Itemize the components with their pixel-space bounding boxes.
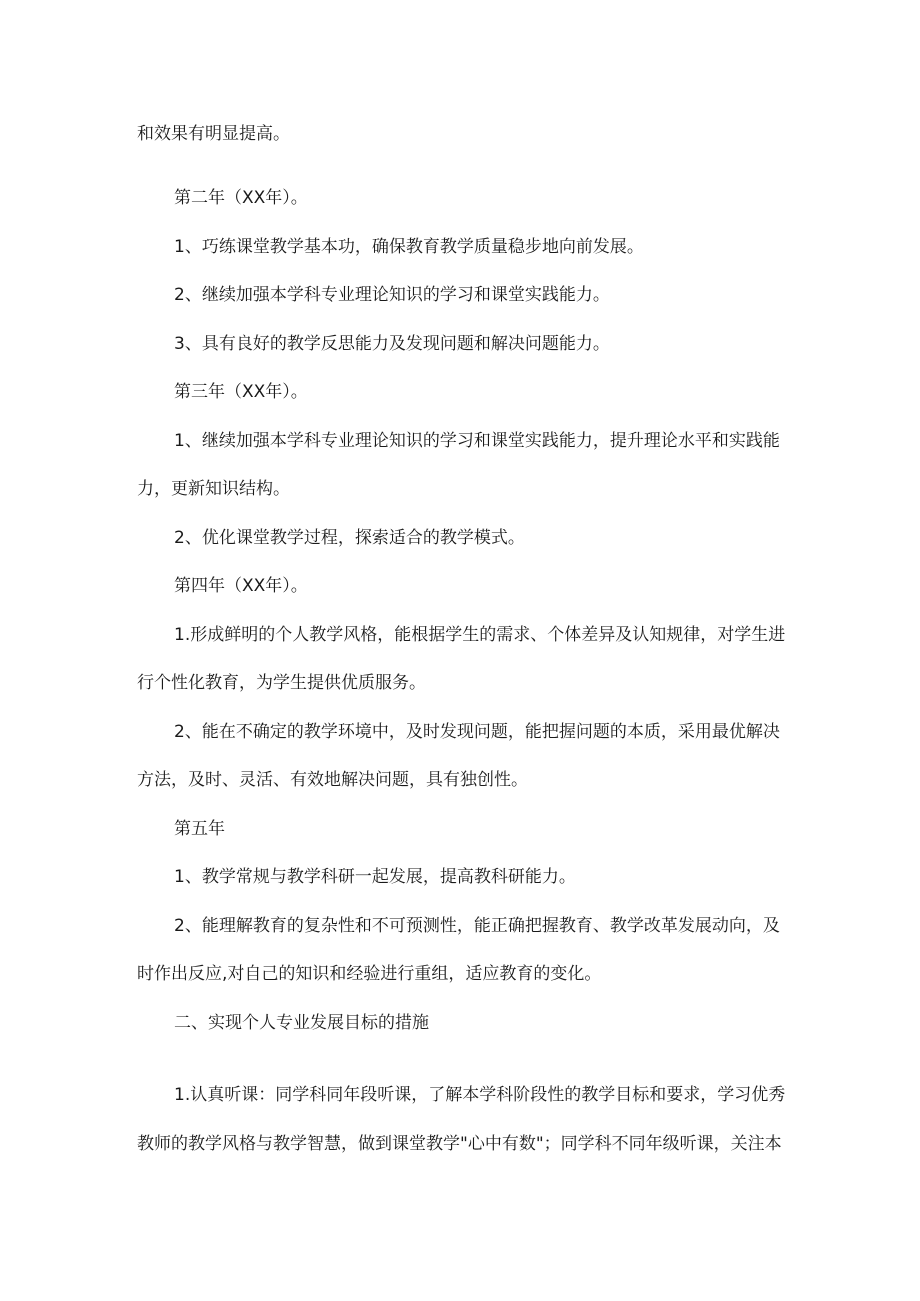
measure-item-1: 1.认真听课：同学科同年段听课，了解本学科阶段性的教学目标和要求，学习优秀 [174,1085,786,1105]
list-item-year-three-1-cont: 力，更新知识结构。 [137,479,290,499]
list-item-year-four-2-cont: 方法，及时、灵活、有效地解决问题，具有独创性。 [137,770,528,790]
list-item-year-two-2: 2、继续加强本学科专业理论知识的学习和课堂实践能力。 [174,285,610,305]
section-heading-measures: 二、实现个人专业发展目标的措施 [174,1013,429,1033]
list-item-year-four-2: 2、能在不确定的教学环境中，及时发现问题，能把握问题的本质，采用最优解决 [174,722,780,742]
heading-year-three: 第三年（XX年）。 [174,382,308,402]
list-item-year-three-1: 1、继续加强本学科专业理论知识的学习和课堂实践能力，提升理论水平和实践能 [174,431,780,451]
list-item-year-two-1: 1、巧练课堂教学基本功，确保教育教学质量稳步地向前发展。 [174,237,644,257]
measure-item-1-cont: 教师的教学风格与教学智慧，做到课堂教学"心中有数"；同学科不同年级听课，关注本 [137,1134,782,1154]
list-item-year-five-2: 2、能理解教育的复杂性和不可预测性，能正确把握教育、教学改革发展动向，及 [174,916,780,936]
paragraph-line-continuation: 和效果有明显提高。 [137,124,290,144]
heading-year-four: 第四年（XX年）。 [174,576,308,596]
heading-year-five: 第五年 [174,819,225,839]
list-item-year-two-3: 3、具有良好的教学反思能力及发现问题和解决问题能力。 [174,334,610,354]
list-item-year-four-1-cont: 行个性化教育，为学生提供优质服务。 [137,673,426,693]
list-item-year-four-1: 1.形成鲜明的个人教学风格，能根据学生的需求、个体差异及认知规律，对学生进 [174,625,786,645]
list-item-year-three-2: 2、优化课堂教学过程，探索适合的教学模式。 [174,528,525,548]
heading-year-two: 第二年（XX年）。 [174,188,308,208]
list-item-year-five-1: 1、教学常规与教学科研一起发展，提高教科研能力。 [174,867,576,887]
list-item-year-five-2-cont: 时作出反应,对自己的知识和经验进行重组，适应教育的变化。 [137,964,602,984]
